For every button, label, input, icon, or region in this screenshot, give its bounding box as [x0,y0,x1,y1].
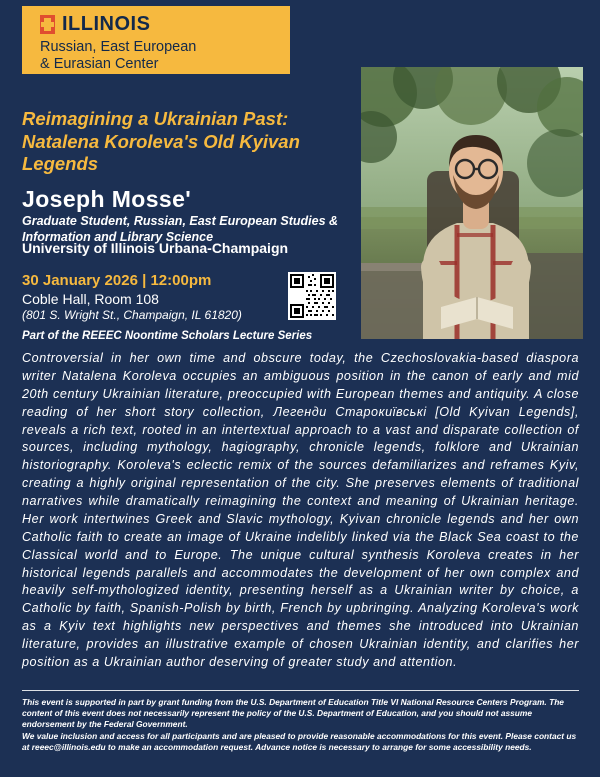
talk-title: Reimagining a Ukrainian Past: Natalena Koroleva's Old Kyivan Legends [22,108,300,175]
illinois-logo-block [22,6,290,74]
event-venue: Coble Hall, Room 108 [22,291,159,307]
logo-wordmark: ILLINOIS [62,13,151,35]
illinois-block-i-icon [40,15,55,34]
qr-code[interactable] [288,272,336,320]
footer-divider [22,690,579,691]
abstract-text: Controversial in her own time and obscure today, the Czechoslovakia-based diaspora writer Natalena Koroleva occupies an ambiguous position in the canon of early and mid 20th century Ukrainian literature, preoccupied with European themes and antiquity. A close reading of her short story collection, Легенди Старокиївські [Old Kyivan Legends], reveals a rich text, rooted in an intertextual approach to a vast and disparate collection of sources, including mythology, hagiography, chronicle legends, folklore and Ukrainian historiography. Koroleva's eclectic remix of the sources defamiliarizes and reframes Kyiv, creating a highly original representation of the city. She preserves elements of traditional narratives while dramatically reimagining the context and meaning of Ukrainian heritage. Her work intertwines Greek and Slavic mythology, Kyivan chronicle legends and her own Catholic faith to create an image of Ukraine indelibly linked via the Black Sea coast to the Classical world and to Europe. The unique cultural synthesis Koroleva creates in her historical legends parallels and accommodates the development of her own complex and heavily self-mythologized identity, presenting herself as a Ukrainian writer by choice, a Catholic by faith, Spanish-Polish by birth, French by upbringing. Analyzing Koroleva's work as a Kyiv text highlights new perspectives and themes she introduced into Ukrainian literature, provides an illustrative example of chosen Ukrainian identity, and clarifies her position as a Ukrainian author deserving of greater study and attention. [22,351,579,669]
logo-row [40,14,278,34]
qr-code-icon [290,274,334,318]
speaker-photo-illustration [361,67,583,339]
logo-unit-line2: & Eurasian Center [40,56,159,73]
event-series: Part of the REEEC Noontime Scholars Lecture Series [22,330,313,342]
logo-unit-line1: Russian, East European [40,39,197,55]
logo-unit-name [40,39,278,74]
event-datetime: 30 January 2026 | 12:00pm [22,272,212,289]
speaker-affiliation: University of Illinois Urbana-Champaign [22,240,289,256]
accessibility-notice: We value inclusion and access for all participants and are pleased to provide reasonable accommodations for this event. Please contact us at reeec@illinois.edu to make an accommodation request. Advance notice is necessary to arrange for some accessibility needs. [22,731,577,752]
speaker-name: Joseph Mosse' [22,186,192,212]
speaker-role: Graduate Student, Russian, East European Studies & Information and Library Science [22,214,339,244]
funding-disclaimer: This event is supported in part by grant funding from the U.S. Department of Education Title VI National Resource Centers Program. The content of this event does not necessarily represent the policy of the U.S. Department of Education, and you should not assume endorsement by the Federal Government. [22,697,564,729]
speaker-photo [361,67,583,339]
event-address: (801 S. Wright St., Champaign, IL 61820) [22,308,242,322]
